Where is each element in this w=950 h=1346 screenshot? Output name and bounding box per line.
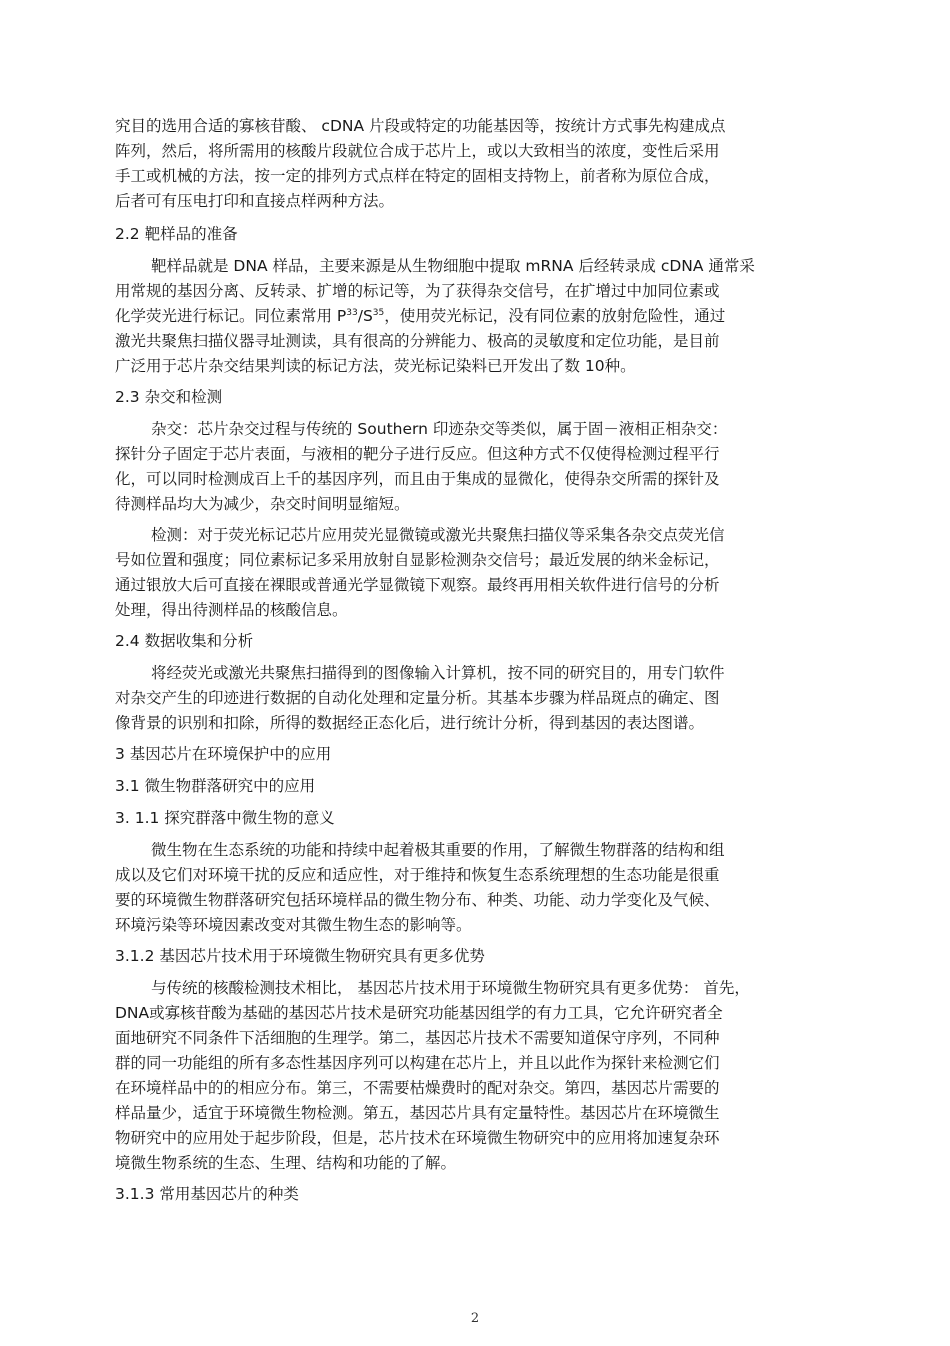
- text-line: 群的同一功能组的所有多态性基因序列可以构建在芯片上，并且以此作为探针来检测它们: [115, 1054, 720, 1072]
- target-sample-paragraph: [115, 254, 860, 379]
- advantages-paragraph: [115, 976, 860, 1176]
- text-line: 激光共聚焦扫描仪器寻址测读，具有很高的分辨能力、极高的灵敏度和定位功能，是目前: [115, 332, 720, 350]
- intro-paragraph: [115, 114, 860, 214]
- text-line: 要的环境微生物群落研究包括环境样品的微生物分布、种类、功能、动力学变化及气候、: [115, 891, 720, 909]
- text-line: 手工或机械的方法，按一定的排列方式点样在特定的固相支持物上，前者称为原位合成，: [115, 167, 720, 185]
- text-line: 样品量少，适宜于环境微生物检测。第五，基因芯片具有定量特性。基因芯片在环境微生: [115, 1104, 720, 1122]
- text-line: 后者可有压电打印和直接点样两种方法。: [115, 192, 395, 210]
- text-line: 究目的选用合适的寡核苷酸、 cDNA 片段或特定的功能基因等，按统计方式事先构建成点: [115, 117, 726, 135]
- text-line: 探针分子固定于芯片表面，与液相的靶分子进行反应。但这种方式不仅使得检测过程平行: [115, 445, 720, 463]
- text-line: 对杂交产生的印迹进行数据的自动化处理和定量分析。其基本步骤为样品斑点的确定、图: [115, 689, 720, 707]
- text-line: 靶样品就是 DNA 样品，主要来源是从生物细胞中提取 mRNA 后经转录成 cDNA 通常采: [151, 257, 755, 275]
- page-number: 2: [470, 1311, 480, 1326]
- text-line: 检测：对于荧光标记芯片应用荧光显微镜或激光共聚焦扫描仪等采集各杂交点荧光信: [151, 526, 725, 544]
- text-line: 在环境样品中的的相应分布。第三，不需要枯燥费时的配对杂交。第四，基因芯片需要的: [115, 1079, 720, 1097]
- text-line: 广泛用于芯片杂交结果判读的标记方法，荧光标记染料已开发出了数 10种。: [115, 357, 636, 375]
- section-heading-3-1-3: 3.1.3 常用基因芯片的种类: [115, 1185, 299, 1203]
- superscript-35: 35: [372, 308, 385, 318]
- text-line: 物研究中的应用处于起步阶段，但是，芯片技术在环境微生物研究中的应用将加速复杂环: [115, 1129, 720, 1147]
- section-heading-3-1-2: 3.1.2 基因芯片技术用于环境微生物研究具有更多优势: [115, 947, 485, 965]
- section-heading-2-2: 2.2 靶样品的准备: [115, 225, 238, 243]
- text-line: 环境污染等环境因素改变对其微生物生态的影响等。: [115, 916, 472, 934]
- section-heading-2-4: 2.4 数据收集和分析: [115, 632, 254, 650]
- text-line: DNA或寡核苷酸为基础的基因芯片技术是研究功能基因组学的有力工具，它允许研究者全: [115, 1004, 723, 1022]
- text-line: 像背景的识别和扣除，所得的数据经正态化后，进行统计分析，得到基因的表达图谱。: [115, 714, 705, 732]
- text-line: 面地研究不同条件下活细胞的生理学。第二，基因芯片技术不需要知道保守序列，不同种: [115, 1029, 720, 1047]
- text-line: 通过银放大后可直接在裸眼或普通光学显微镜下观察。最终再用相关软件进行信号的分析: [115, 576, 720, 594]
- hybridization-paragraph: [115, 417, 860, 517]
- page-content: [115, 114, 860, 1207]
- text-line: 号如位置和强度；同位素标记多采用放射自显影检测杂交信号；最近发展的纳米金标记，: [115, 551, 720, 569]
- text-line: 处理，得出待测样品的核酸信息。: [115, 601, 348, 619]
- section-heading-3-1-1: 3. 1.1 探究群落中微生物的意义: [115, 809, 335, 827]
- isotope-line: 化学荧光进行标记。同位素常用 $P^{33}/S^{35}$，使用荧光标记，没有同位素的放射危险性，通过: [115, 307, 726, 325]
- text-line: 待测样品均大为减少，杂交时间明显缩短。: [115, 495, 410, 513]
- detection-paragraph: [115, 523, 860, 623]
- superscript-33: 33: [346, 308, 358, 318]
- section-heading-3: 3 基因芯片在环境保护中的应用: [115, 745, 332, 763]
- text-line: 杂交：芯片杂交过程与传统的 Southern 印迹杂交等类似，属于固－液相正相杂交：: [151, 420, 728, 438]
- microbe-significance-paragraph: [115, 838, 860, 938]
- text-line: 微生物在生态系统的功能和持续中起着极其重要的作用，了解微生物群落的结构和组: [151, 841, 725, 859]
- text-line: 境微生物系统的生态、生理、结构和功能的了解。: [115, 1154, 457, 1172]
- text-line: 与传统的核酸检测技术相比， 基因芯片技术用于环境微生物研究具有更多优势： 首先，: [151, 979, 750, 997]
- text-line: 成以及它们对环境干扰的反应和适应性，对于维持和恢复生态系统理想的生态功能是很重: [115, 866, 720, 884]
- section-heading-2-3: 2.3 杂交和检测: [115, 388, 223, 406]
- text-line: 化，可以同时检测成百上千的基因序列，而且由于集成的显微化，使得杂交所需的探针及: [115, 470, 720, 488]
- section-heading-3-1: 3.1 微生物群落研究中的应用: [115, 777, 316, 795]
- data-analysis-paragraph: [115, 661, 860, 736]
- text-line: 用常规的基因分离、反转录、扩增的标记等，为了获得杂交信号，在扩增过中加同位素或: [115, 282, 720, 300]
- text-line: 阵列，然后，将所需用的核酸片段就位合成于芯片上，或以大致相当的浓度，变性后采用: [115, 142, 720, 160]
- text-line: 将经荧光或激光共聚焦扫描得到的图像输入计算机，按不同的研究目的，用专门软件: [151, 664, 725, 682]
